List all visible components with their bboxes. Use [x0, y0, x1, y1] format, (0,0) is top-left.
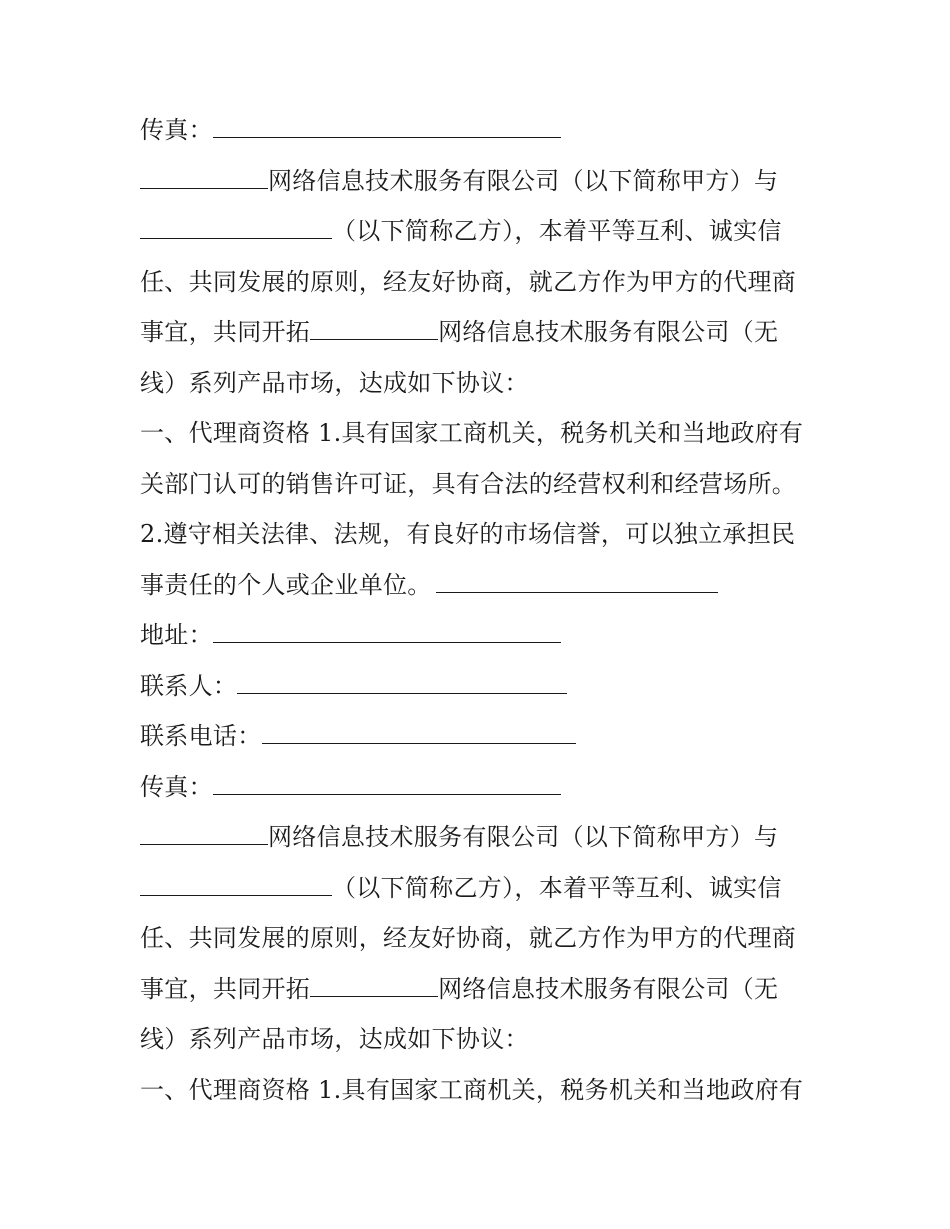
paragraph-line: 事宜，共同开拓 网络信息技术服务有限公司（无 — [140, 318, 779, 346]
paragraph-line: 2.遵守相关法律、法规，有良好的市场信誉，可以独立承担民 — [140, 520, 796, 548]
party-b-text: （以下简称乙方），本着平等互利、诚实信 — [332, 874, 782, 902]
contact-label: 联系人： — [140, 672, 238, 700]
party-a-blank-field[interactable] — [140, 822, 268, 845]
paragraph-line: 关部门认可的销售许可证，具有合法的经营权利和经营场所。 — [140, 470, 797, 498]
party-b-text: （以下简称乙方），本着平等互利、诚实信 — [332, 217, 782, 245]
paragraph-line: 线）系列产品市场，达成如下协议： — [140, 369, 529, 397]
contact-line — [140, 671, 567, 701]
fax-blank-field[interactable] — [213, 115, 561, 138]
paragraph-line: 任、共同发展的原则，经友好协商，就乙方作为甲方的代理商 — [140, 268, 797, 296]
fax-line — [140, 772, 561, 802]
fax-line — [140, 115, 561, 145]
company-blank-field[interactable] — [310, 974, 438, 997]
fax-label: 传真： — [140, 116, 213, 144]
contact-blank-field[interactable] — [237, 671, 567, 694]
section-heading-line: 一、代理商资格 1.具有国家工商机关，税务机关和当地政府有 — [140, 1076, 804, 1104]
address-blank-field[interactable] — [213, 620, 561, 643]
party-b-blank-field[interactable] — [140, 216, 332, 239]
party-a-text: 网络信息技术服务有限公司（以下简称甲方）与 — [268, 823, 779, 851]
address-label: 地址： — [140, 621, 213, 649]
phone-line — [140, 721, 576, 751]
section-heading-line: 一、代理商资格 1.具有国家工商机关，税务机关和当地政府有 — [140, 419, 804, 447]
party-a-line — [140, 166, 778, 196]
paragraph-line: 事宜，共同开拓 网络信息技术服务有限公司（无 — [140, 975, 779, 1003]
company-blank-field[interactable] — [310, 317, 438, 340]
paragraph-line: 任、共同发展的原则，经友好协商，就乙方作为甲方的代理商 — [140, 924, 797, 952]
party-a-text: 网络信息技术服务有限公司（以下简称甲方）与 — [268, 167, 779, 195]
fax-blank-field[interactable] — [213, 772, 561, 795]
address-line — [140, 620, 561, 650]
entity-blank-field[interactable] — [436, 570, 718, 593]
phone-label: 联系电话： — [140, 722, 262, 750]
paragraph-line: 事责任的个人或企业单位。 — [140, 570, 718, 600]
phone-blank-field[interactable] — [262, 721, 576, 744]
party-b-line — [140, 873, 782, 903]
party-b-blank-field[interactable] — [140, 873, 332, 896]
party-b-line — [140, 216, 782, 246]
party-a-blank-field[interactable] — [140, 166, 268, 189]
party-a-line — [140, 822, 778, 852]
fax-label: 传真： — [140, 773, 213, 801]
paragraph-line: 线）系列产品市场，达成如下协议： — [140, 1025, 529, 1053]
